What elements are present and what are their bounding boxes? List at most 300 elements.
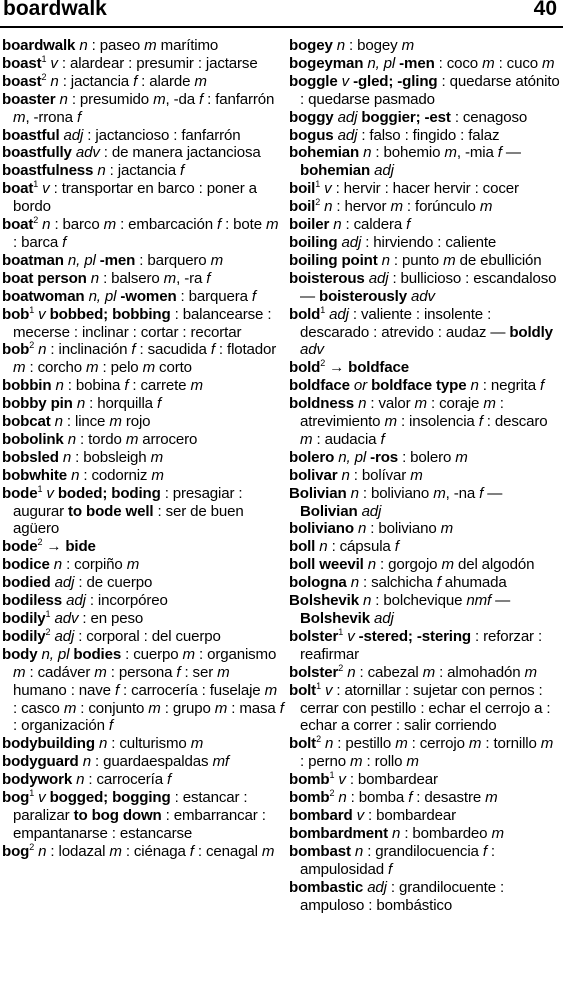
part-of-speech: f [180, 162, 185, 180]
dictionary-entry [2, 753, 285, 771]
part-of-speech: m [182, 645, 195, 663]
definition-text: : valiente : insolente : descarado : atrevido : audaz — [300, 305, 510, 341]
bold-phrase: → boldface [329, 359, 410, 377]
part-of-speech: m [125, 430, 139, 448]
definition-text: : masa [227, 699, 280, 717]
definition-text: : caldera [341, 216, 407, 234]
definition-text: : coraje [426, 395, 484, 413]
definition-text: : presumido [67, 90, 154, 108]
dictionary-entry [289, 735, 561, 771]
part-of-speech: v [42, 180, 50, 198]
headword: bobwhite [2, 466, 68, 484]
part-of-speech: n [470, 377, 479, 395]
definition-text: : desastre [412, 789, 486, 807]
definition-text: — [501, 144, 521, 162]
part-of-speech: adj [368, 269, 389, 287]
definition-text: : jactancioso : fanfarrón [83, 126, 241, 144]
part-of-speech: m [153, 90, 166, 108]
part-of-speech: f [436, 574, 441, 592]
dictionary-entry [289, 449, 561, 467]
bold-phrase: boggier; -est [361, 108, 451, 126]
part-of-speech: n, pl [41, 645, 70, 663]
dictionary-entry [2, 91, 285, 127]
part-of-speech: m [214, 699, 228, 717]
part-of-speech: m [151, 466, 164, 484]
part-of-speech: m [63, 699, 77, 717]
dictionary-entry [289, 180, 561, 198]
definition-text: : bolero [398, 448, 456, 466]
definition-text: : corpiño [62, 556, 127, 574]
homograph-number: 1 [329, 770, 335, 781]
part-of-speech: n [354, 842, 364, 860]
definition-text: : ser de buen agüero [13, 502, 244, 538]
definition-text: : presagiar : augurar [13, 484, 243, 520]
dictionary-entry [289, 306, 561, 360]
dictionary-entry [289, 73, 561, 109]
dictionary-entry [2, 37, 285, 55]
part-of-speech: m [414, 395, 427, 413]
part-of-speech: n [336, 37, 345, 54]
part-of-speech: n [341, 466, 350, 484]
definition-text: : incorpóreo [85, 592, 168, 610]
part-of-speech: m [148, 699, 161, 717]
homograph-number: 1 [316, 680, 321, 691]
headword: boatwoman [2, 287, 85, 305]
part-of-speech: m [479, 198, 493, 216]
bold-phrase: -gled; -gling [353, 72, 438, 90]
part-of-speech: v [38, 789, 46, 807]
definition-text: : horquilla [85, 395, 157, 413]
definition-text: : reforzar : reafirmar [300, 627, 543, 663]
definition-text: : inclinación [46, 341, 132, 359]
definition-text: : estancar : paralizar [13, 789, 248, 824]
dictionary-entry [289, 682, 561, 736]
part-of-speech: m [190, 377, 203, 395]
definition-text: : organismo [194, 645, 277, 663]
part-of-speech: m [163, 269, 177, 287]
part-of-speech: m [13, 108, 26, 126]
headword: bobby pin [2, 395, 73, 413]
definition-text: : valor [366, 395, 415, 413]
definition-text: , -mia [456, 144, 498, 162]
part-of-speech: n [76, 395, 86, 413]
dictionary-entry [289, 395, 561, 449]
headword: bolero [289, 448, 335, 466]
homograph-number: 2 [329, 788, 335, 799]
part-of-speech: m [433, 484, 446, 502]
definition-text: : descaro [482, 413, 548, 431]
homograph-number: 2 [33, 215, 39, 226]
dictionary-entry [289, 467, 561, 485]
dictionary-entry [289, 359, 561, 377]
definition-text: : negrita [478, 377, 541, 395]
definition-text: : carrete [128, 377, 191, 395]
dictionary-entry [2, 735, 285, 753]
headword: boldface [289, 377, 350, 395]
definition-text: : lodazal [46, 842, 110, 860]
headword: boatman [2, 251, 64, 269]
headword: bolster [289, 663, 339, 681]
bold-phrase: bodies [73, 645, 122, 663]
headword: bombastic [289, 878, 364, 896]
dictionary-entry [2, 628, 285, 646]
headword: bohemian [289, 144, 360, 162]
part-of-speech: adv [411, 287, 435, 305]
part-of-speech: f [497, 144, 502, 162]
headword: bob [2, 341, 30, 359]
header-rule [0, 26, 563, 28]
definition-text: : tornillo [481, 735, 541, 753]
part-of-speech: m [86, 359, 99, 377]
part-of-speech: n [59, 90, 68, 108]
part-of-speech: m [217, 663, 230, 681]
part-of-speech: n [98, 735, 108, 753]
headword: bobsled [2, 448, 59, 466]
definition-text: , -da [165, 90, 200, 108]
dictionary-entry [2, 55, 285, 73]
definition-text: : jactancia [105, 162, 181, 180]
bold-phrase: bobbed; bobbing [49, 305, 171, 323]
part-of-speech: n [358, 395, 367, 413]
headword: boil [289, 198, 316, 216]
part-of-speech: f [131, 341, 136, 359]
dictionary-entry [289, 109, 561, 127]
definition-text: : corcho [25, 359, 87, 377]
definition-text: : cuerpo [121, 645, 183, 663]
headword: bobolink [2, 430, 64, 448]
definition-text: : bombardeo [400, 824, 492, 842]
part-of-speech: m [443, 251, 456, 269]
part-of-speech: m [491, 824, 504, 842]
part-of-speech: n [363, 144, 372, 162]
part-of-speech: f [251, 287, 256, 305]
part-of-speech: f [133, 72, 138, 90]
part-of-speech: adv [54, 610, 79, 627]
definition-text: : punto [389, 251, 444, 269]
part-of-speech: n [392, 824, 401, 842]
headword: boliviano [289, 520, 354, 538]
definition-text: : ciénaga [121, 842, 190, 860]
part-of-speech: m [485, 789, 498, 807]
part-of-speech: m [422, 663, 436, 681]
bold-phrase: Bolivian [300, 502, 358, 520]
part-of-speech: m [142, 359, 156, 377]
right-column [289, 37, 561, 914]
headword: bolivar [289, 466, 338, 484]
part-of-speech: f [408, 789, 413, 807]
homograph-number: 2 [315, 197, 321, 208]
definition-text: : almohadón [435, 663, 525, 681]
headword: boil [289, 180, 316, 198]
definition-text: : de cuerpo [74, 574, 153, 592]
part-of-speech: f [199, 90, 204, 108]
part-of-speech: adj [337, 108, 358, 126]
dictionary-entry [289, 825, 561, 843]
bold-phrase: -women [120, 287, 177, 305]
definition-text: : bomba [346, 789, 409, 807]
dictionary-entry [2, 771, 285, 789]
part-of-speech: m [264, 681, 278, 699]
dictionary-entry [2, 485, 285, 539]
definition-text: : perno [300, 753, 350, 771]
homograph-number: 2 [29, 841, 35, 852]
definition-text: : quedarse atónito : quedarse pasmado [300, 72, 560, 108]
definition-text: — [491, 592, 511, 610]
part-of-speech: v [356, 806, 364, 824]
dictionary-entry [2, 574, 285, 592]
bold-phrase: bogged; bogging [49, 789, 171, 807]
homograph-number: 1 [338, 626, 344, 637]
definition-text: : alardear : presumir : jactarse [57, 54, 258, 72]
headword: bodywork [2, 771, 73, 789]
part-of-speech: m [13, 359, 26, 377]
part-of-speech: m [126, 556, 140, 574]
part-of-speech: m [406, 753, 419, 771]
part-of-speech: f [380, 430, 385, 448]
part-of-speech: n [350, 484, 359, 502]
homograph-number: 1 [45, 609, 51, 619]
dictionary-entry [289, 198, 561, 216]
part-of-speech: m [265, 216, 279, 234]
part-of-speech: n [97, 162, 106, 180]
definition-text: : coco [434, 54, 483, 72]
definition-text: : balancearse : mecerse : inclinar : cortar : recortar [13, 305, 272, 341]
dictionary-entry [289, 234, 561, 252]
part-of-speech: adj [367, 878, 387, 896]
definition-text: : barquero [135, 251, 211, 269]
bold-phrase: boded; boding [57, 484, 161, 502]
definition-text: : culturismo [107, 735, 191, 753]
part-of-speech: n [338, 789, 347, 807]
dictionary-entry [2, 127, 285, 145]
part-of-speech: adv [300, 341, 324, 359]
part-of-speech: m [410, 466, 423, 484]
headword: boiling [289, 233, 338, 251]
headword: boggle [289, 72, 338, 90]
part-of-speech: f [176, 663, 181, 681]
headword: bolt [289, 681, 317, 699]
page-header [0, 0, 563, 24]
part-of-speech: f [62, 233, 67, 251]
homograph-number: 2 [316, 734, 321, 745]
headword: boll weevil [289, 556, 364, 574]
headword: boldness [289, 395, 355, 413]
part-of-speech: m [210, 251, 224, 269]
part-of-speech: v [50, 54, 58, 72]
definition-text: : bohemio [371, 144, 445, 162]
definition-text: : jactancia [58, 72, 134, 90]
headword: bold [289, 359, 321, 377]
definition-text: : en peso [78, 610, 144, 627]
homograph-number: 1 [320, 304, 326, 315]
dictionary-entry [2, 395, 285, 413]
part-of-speech: f [210, 341, 215, 359]
headword: bogus [289, 126, 334, 144]
definition-text: : carrocería : fuselaje [119, 681, 265, 699]
part-of-speech: n [76, 771, 85, 789]
part-of-speech: f [479, 484, 484, 502]
dictionary-entry [289, 270, 561, 306]
part-of-speech: n [79, 37, 88, 54]
definition-text: arrocero [138, 430, 198, 448]
headword: boll [289, 538, 316, 556]
headword: boast [2, 54, 42, 72]
definition-text: humano : nave [13, 681, 115, 699]
part-of-speech: n [319, 538, 328, 556]
dictionary-entry [289, 771, 561, 789]
dictionary-entry [2, 431, 285, 449]
headword: bode [2, 538, 38, 556]
part-of-speech: m [524, 663, 537, 681]
homograph-number: 2 [338, 662, 344, 673]
definition-text: : organización [13, 717, 109, 735]
dictionary-entry [289, 574, 561, 592]
part-of-speech: v [46, 484, 54, 502]
page-number: 40 [533, 0, 557, 20]
bold-phrase: boldface type [371, 377, 467, 395]
part-of-speech: f [108, 717, 113, 735]
part-of-speech: m [440, 520, 454, 538]
part-of-speech: m [390, 198, 403, 216]
definition-text: : rollo [362, 753, 407, 771]
dictionary-entry [2, 270, 285, 288]
headword: bomb [289, 789, 330, 807]
dictionary-entry [289, 377, 561, 395]
dictionary-entry [2, 467, 285, 485]
headword: body [2, 645, 38, 663]
part-of-speech: n [38, 341, 47, 359]
headword: bombard [289, 806, 353, 824]
left-column [2, 37, 285, 861]
definition-text: — [483, 484, 503, 502]
definition-text: : hervir : hacer hervir : cocer [331, 180, 519, 198]
definition-text: : corporal : del cuerpo [74, 627, 221, 645]
part-of-speech: m [144, 37, 157, 54]
definition-text: ahumada [440, 574, 507, 592]
bold-phrase: -men [399, 54, 435, 72]
homograph-number: 1 [33, 179, 39, 190]
definition-text: : carrocería [84, 771, 168, 789]
headword: boastfully [2, 144, 72, 162]
headword: bobcat [2, 413, 51, 431]
definition-text: : bombardear [345, 771, 438, 789]
definition-text: : atrevimiento [300, 395, 504, 431]
part-of-speech: n [82, 753, 91, 771]
headword: bodied [2, 574, 51, 592]
headword: boat [2, 180, 34, 198]
headword: bodily [2, 610, 46, 627]
definition-text: : cenagoso [450, 108, 528, 126]
dictionary-entry [289, 520, 561, 538]
headword: boast [2, 72, 42, 90]
dictionary-entry [289, 252, 561, 270]
part-of-speech: adj [66, 592, 86, 610]
part-of-speech: n [42, 216, 51, 234]
dictionary-entry [2, 449, 285, 467]
definition-text: , -ra [176, 269, 207, 287]
dictionary-entry [289, 556, 561, 574]
definition-text: : forúnculo [402, 198, 480, 216]
part-of-speech: n, pl [338, 448, 367, 466]
part-of-speech: n [71, 466, 80, 484]
part-of-speech: f [540, 377, 545, 395]
part-of-speech: m [194, 72, 207, 90]
part-of-speech: m [261, 842, 275, 860]
homograph-number: 1 [29, 788, 35, 799]
bold-phrase: -stered; -stering [358, 627, 471, 645]
dictionary-entry [289, 127, 561, 145]
definition-text: : bullicioso : escandaloso — [300, 269, 557, 305]
dictionary-entry [2, 789, 285, 843]
part-of-speech: n [50, 72, 59, 90]
part-of-speech: m [94, 663, 107, 681]
homograph-number: 2 [320, 358, 326, 369]
part-of-speech: f [279, 699, 284, 717]
dictionary-entry [289, 485, 561, 521]
dictionary-entry [289, 879, 561, 915]
part-of-speech: n, pl [67, 251, 96, 269]
headword: bodiless [2, 592, 63, 610]
homograph-number: 2 [37, 537, 43, 548]
definition-text: , -rrona [25, 108, 77, 126]
definition-text: : bolchevique [371, 592, 467, 610]
dictionary-entry [2, 306, 285, 342]
bold-phrase: → bide [46, 538, 96, 556]
dictionary-entry [289, 592, 561, 628]
homograph-number: 2 [45, 626, 51, 637]
dictionary-entry [289, 216, 561, 234]
dictionary-entry [2, 843, 285, 861]
headword: boastful [2, 126, 60, 144]
headword: Bolshevik [289, 592, 359, 610]
headword: bode [2, 484, 38, 502]
part-of-speech: f [124, 377, 129, 395]
part-of-speech: m [540, 735, 554, 753]
part-of-speech: m [103, 216, 117, 234]
part-of-speech: n [62, 448, 72, 466]
definition-text: del algodón [453, 556, 535, 574]
definition-text: : ser [180, 663, 218, 681]
part-of-speech: n [53, 556, 63, 574]
headword: bog [2, 842, 30, 860]
part-of-speech: n [333, 216, 342, 234]
dictionary-entry [2, 610, 285, 628]
part-of-speech: v [341, 72, 350, 90]
definition-text: : bombardear [363, 806, 457, 824]
definition-text: : codorniz [79, 466, 152, 484]
part-of-speech: n [54, 413, 63, 431]
part-of-speech: f [156, 395, 161, 413]
dictionary-entry [2, 377, 285, 395]
part-of-speech: m [401, 37, 414, 54]
headword: bob [2, 305, 30, 323]
bold-phrase: to bog down [73, 806, 162, 824]
part-of-speech: m [441, 556, 454, 574]
dictionary-entry [2, 252, 285, 270]
part-of-speech: v [324, 180, 332, 198]
definition-text: : pelo [98, 359, 143, 377]
definition-text: de ebullición [455, 251, 542, 269]
part-of-speech: n [363, 592, 372, 610]
definition-text: : conjunto [76, 699, 149, 717]
part-of-speech: f [482, 842, 487, 860]
part-of-speech: m [468, 735, 482, 753]
definition-text: : flotador [214, 341, 277, 359]
part-of-speech: v [338, 771, 346, 789]
part-of-speech: adj [63, 126, 84, 144]
part-of-speech: n [38, 842, 47, 860]
part-of-speech: adj [374, 162, 394, 180]
